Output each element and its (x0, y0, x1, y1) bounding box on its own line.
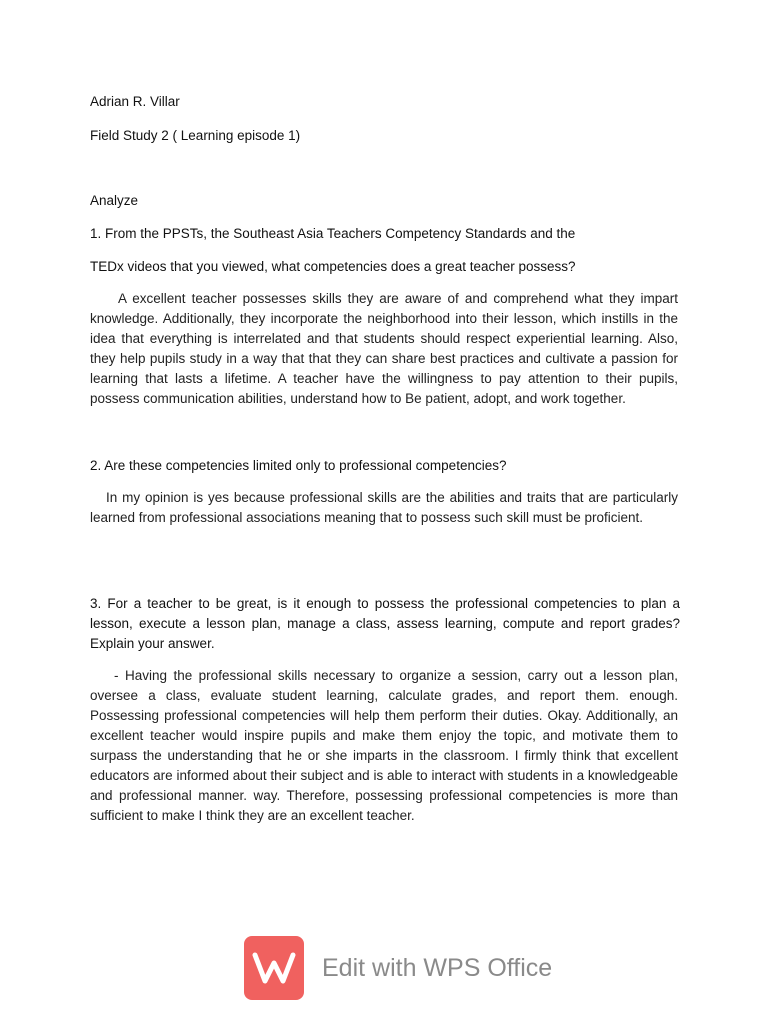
wps-edit-badge[interactable] (244, 936, 564, 1000)
question-3: 3. For a teacher to be great, is it enough to possess the professional competencies to plan a lesson, execute a lesson plan, manage a class, assess learning, compute and report grades? Explain your answer. (90, 596, 680, 651)
section-heading: Analyze (90, 193, 139, 208)
question-1-line-2: TEDx videos that you viewed, what competencies does a great teacher possess? (90, 259, 576, 274)
answer-2: In my opinion is yes because professional skills are the abilities and traits that are particularly learned from professional associations meaning that to possess such skill must be proficient. (90, 490, 678, 525)
document-subtitle: Field Study 2 ( Learning episode 1) (90, 128, 301, 143)
author-name: Adrian R. Villar (90, 94, 180, 109)
wps-logo-icon (244, 936, 304, 1000)
question-2: 2. Are these competencies limited only to professional competencies? (90, 458, 507, 473)
answer-1: A excellent teacher possesses skills they are aware of and comprehend what they impart knowledge. Additionally, they incorporate the neighborhood into their lesson, which instills in the idea that everything is interrelated and that students should respect experiential learning. Also, they help pupils study in a way that that they can share best practices and cultivate a passion for learning that lasts a lifetime. A teacher have the willingness to pay attention to their pupils, possess communication abilities, understand how to Be patient, adopt, and work together. (90, 291, 678, 406)
answer-3: - Having the professional skills necessary to organize a session, carry out a lesson plan, oversee a class, evaluate student learning, calculate grades, and report them. enough. Possessing professional competencies will help them perform their duties. Okay. Additionally, an excellent teacher would inspire pupils and make them enjoy the topic, and motivate them to surpass the understanding that he or she imparts in the classroom. I firmly think that excellent educators are informed about their subject and is able to interact with students in a knowledgeable and professional manner. way. Therefore, possessing professional competencies is more than sufficient to make I think they are an excellent teacher. (90, 668, 678, 823)
question-1-line-1: 1. From the PPSTs, the Southeast Asia Teachers Competency Standards and the (90, 226, 576, 241)
wps-badge-label: Edit with WPS Office (322, 953, 553, 982)
